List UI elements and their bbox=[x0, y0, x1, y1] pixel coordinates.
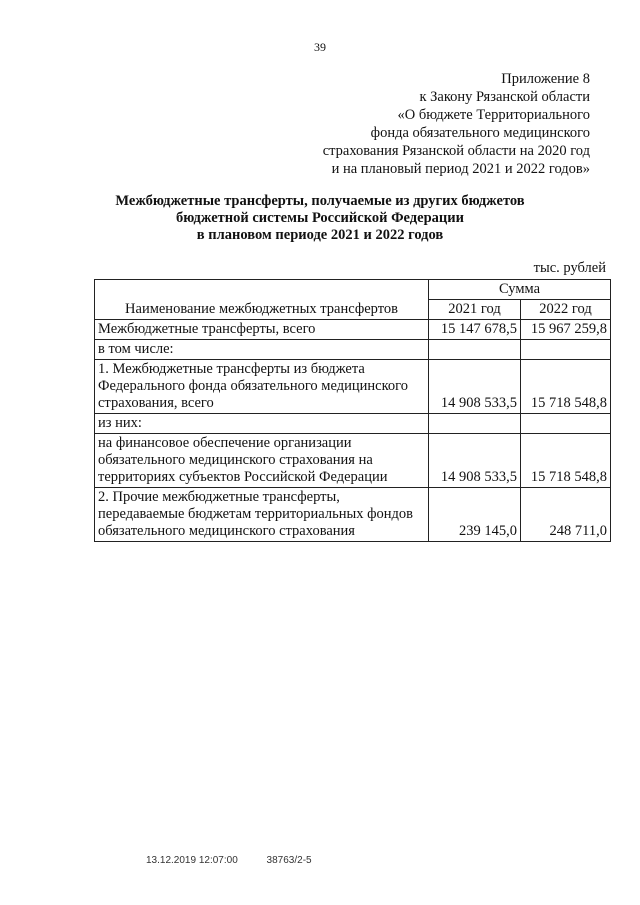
row-value-2022: 248 711,0 bbox=[521, 488, 611, 542]
column-header-2021: 2021 год bbox=[429, 300, 521, 320]
row-name: Межбюджетные трансферты, всего bbox=[95, 320, 429, 340]
row-name: 2. Прочие межбюджетные трансферты, передаваемые бюджетам территориальных фондов обязательного медицинского страхования bbox=[95, 488, 429, 542]
column-header-name: Наименование межбюджетных трансфертов bbox=[95, 280, 429, 320]
title-line: Межбюджетные трансферты, получаемые из других бюджетов bbox=[115, 193, 525, 209]
row-name: из них: bbox=[95, 414, 429, 434]
page-number: 39 bbox=[314, 40, 326, 54]
units-label: тыс. рублей bbox=[533, 260, 606, 276]
appendix-line: фонда обязательного медицинского bbox=[370, 125, 590, 141]
appendix-line: «О бюджете Территориального bbox=[397, 107, 590, 123]
table-row bbox=[95, 360, 611, 414]
column-header-sum: Сумма bbox=[429, 280, 611, 300]
row-name: 1. Межбюджетные трансферты из бюджета Федерального фонда обязательного медицинского страхования, всего bbox=[95, 360, 429, 414]
row-value-2022 bbox=[521, 340, 611, 360]
row-value-2021 bbox=[429, 414, 521, 434]
row-value-2022: 15 718 548,8 bbox=[521, 434, 611, 488]
row-name: в том числе: bbox=[95, 340, 429, 360]
appendix-header bbox=[323, 70, 590, 178]
table-row bbox=[95, 434, 611, 488]
document-title bbox=[0, 193, 640, 244]
row-value-2021: 14 908 533,5 bbox=[429, 360, 521, 414]
table-row bbox=[95, 414, 611, 434]
appendix-line: и на плановый период 2021 и 2022 годов» bbox=[331, 161, 590, 177]
appendix-line: Приложение 8 bbox=[501, 71, 590, 87]
footer-doc-number: 38763/2-5 bbox=[266, 855, 312, 866]
row-value-2021: 15 147 678,5 bbox=[429, 320, 521, 340]
row-name: на финансовое обеспечение организации обязательного медицинского страхования на территориях субъектов Российской Федерации bbox=[95, 434, 429, 488]
table-header-row bbox=[95, 280, 611, 300]
row-value-2022: 15 967 259,8 bbox=[521, 320, 611, 340]
appendix-line: к Закону Рязанской области bbox=[419, 89, 590, 105]
page-footer bbox=[146, 855, 312, 866]
table-row bbox=[95, 340, 611, 360]
transfers-table bbox=[94, 279, 611, 542]
footer-timestamp: 13.12.2019 12:07:00 bbox=[146, 855, 238, 866]
title-line: бюджетной системы Российской Федерации bbox=[176, 210, 464, 226]
row-value-2022 bbox=[521, 414, 611, 434]
row-value-2022: 15 718 548,8 bbox=[521, 360, 611, 414]
table-row bbox=[95, 320, 611, 340]
column-header-2022: 2022 год bbox=[521, 300, 611, 320]
row-value-2021: 239 145,0 bbox=[429, 488, 521, 542]
title-line: в плановом периоде 2021 и 2022 годов bbox=[196, 227, 444, 243]
appendix-line: страхования Рязанской области на 2020 год bbox=[322, 143, 590, 159]
row-value-2021 bbox=[429, 340, 521, 360]
row-value-2021: 14 908 533,5 bbox=[429, 434, 521, 488]
table-row bbox=[95, 488, 611, 542]
